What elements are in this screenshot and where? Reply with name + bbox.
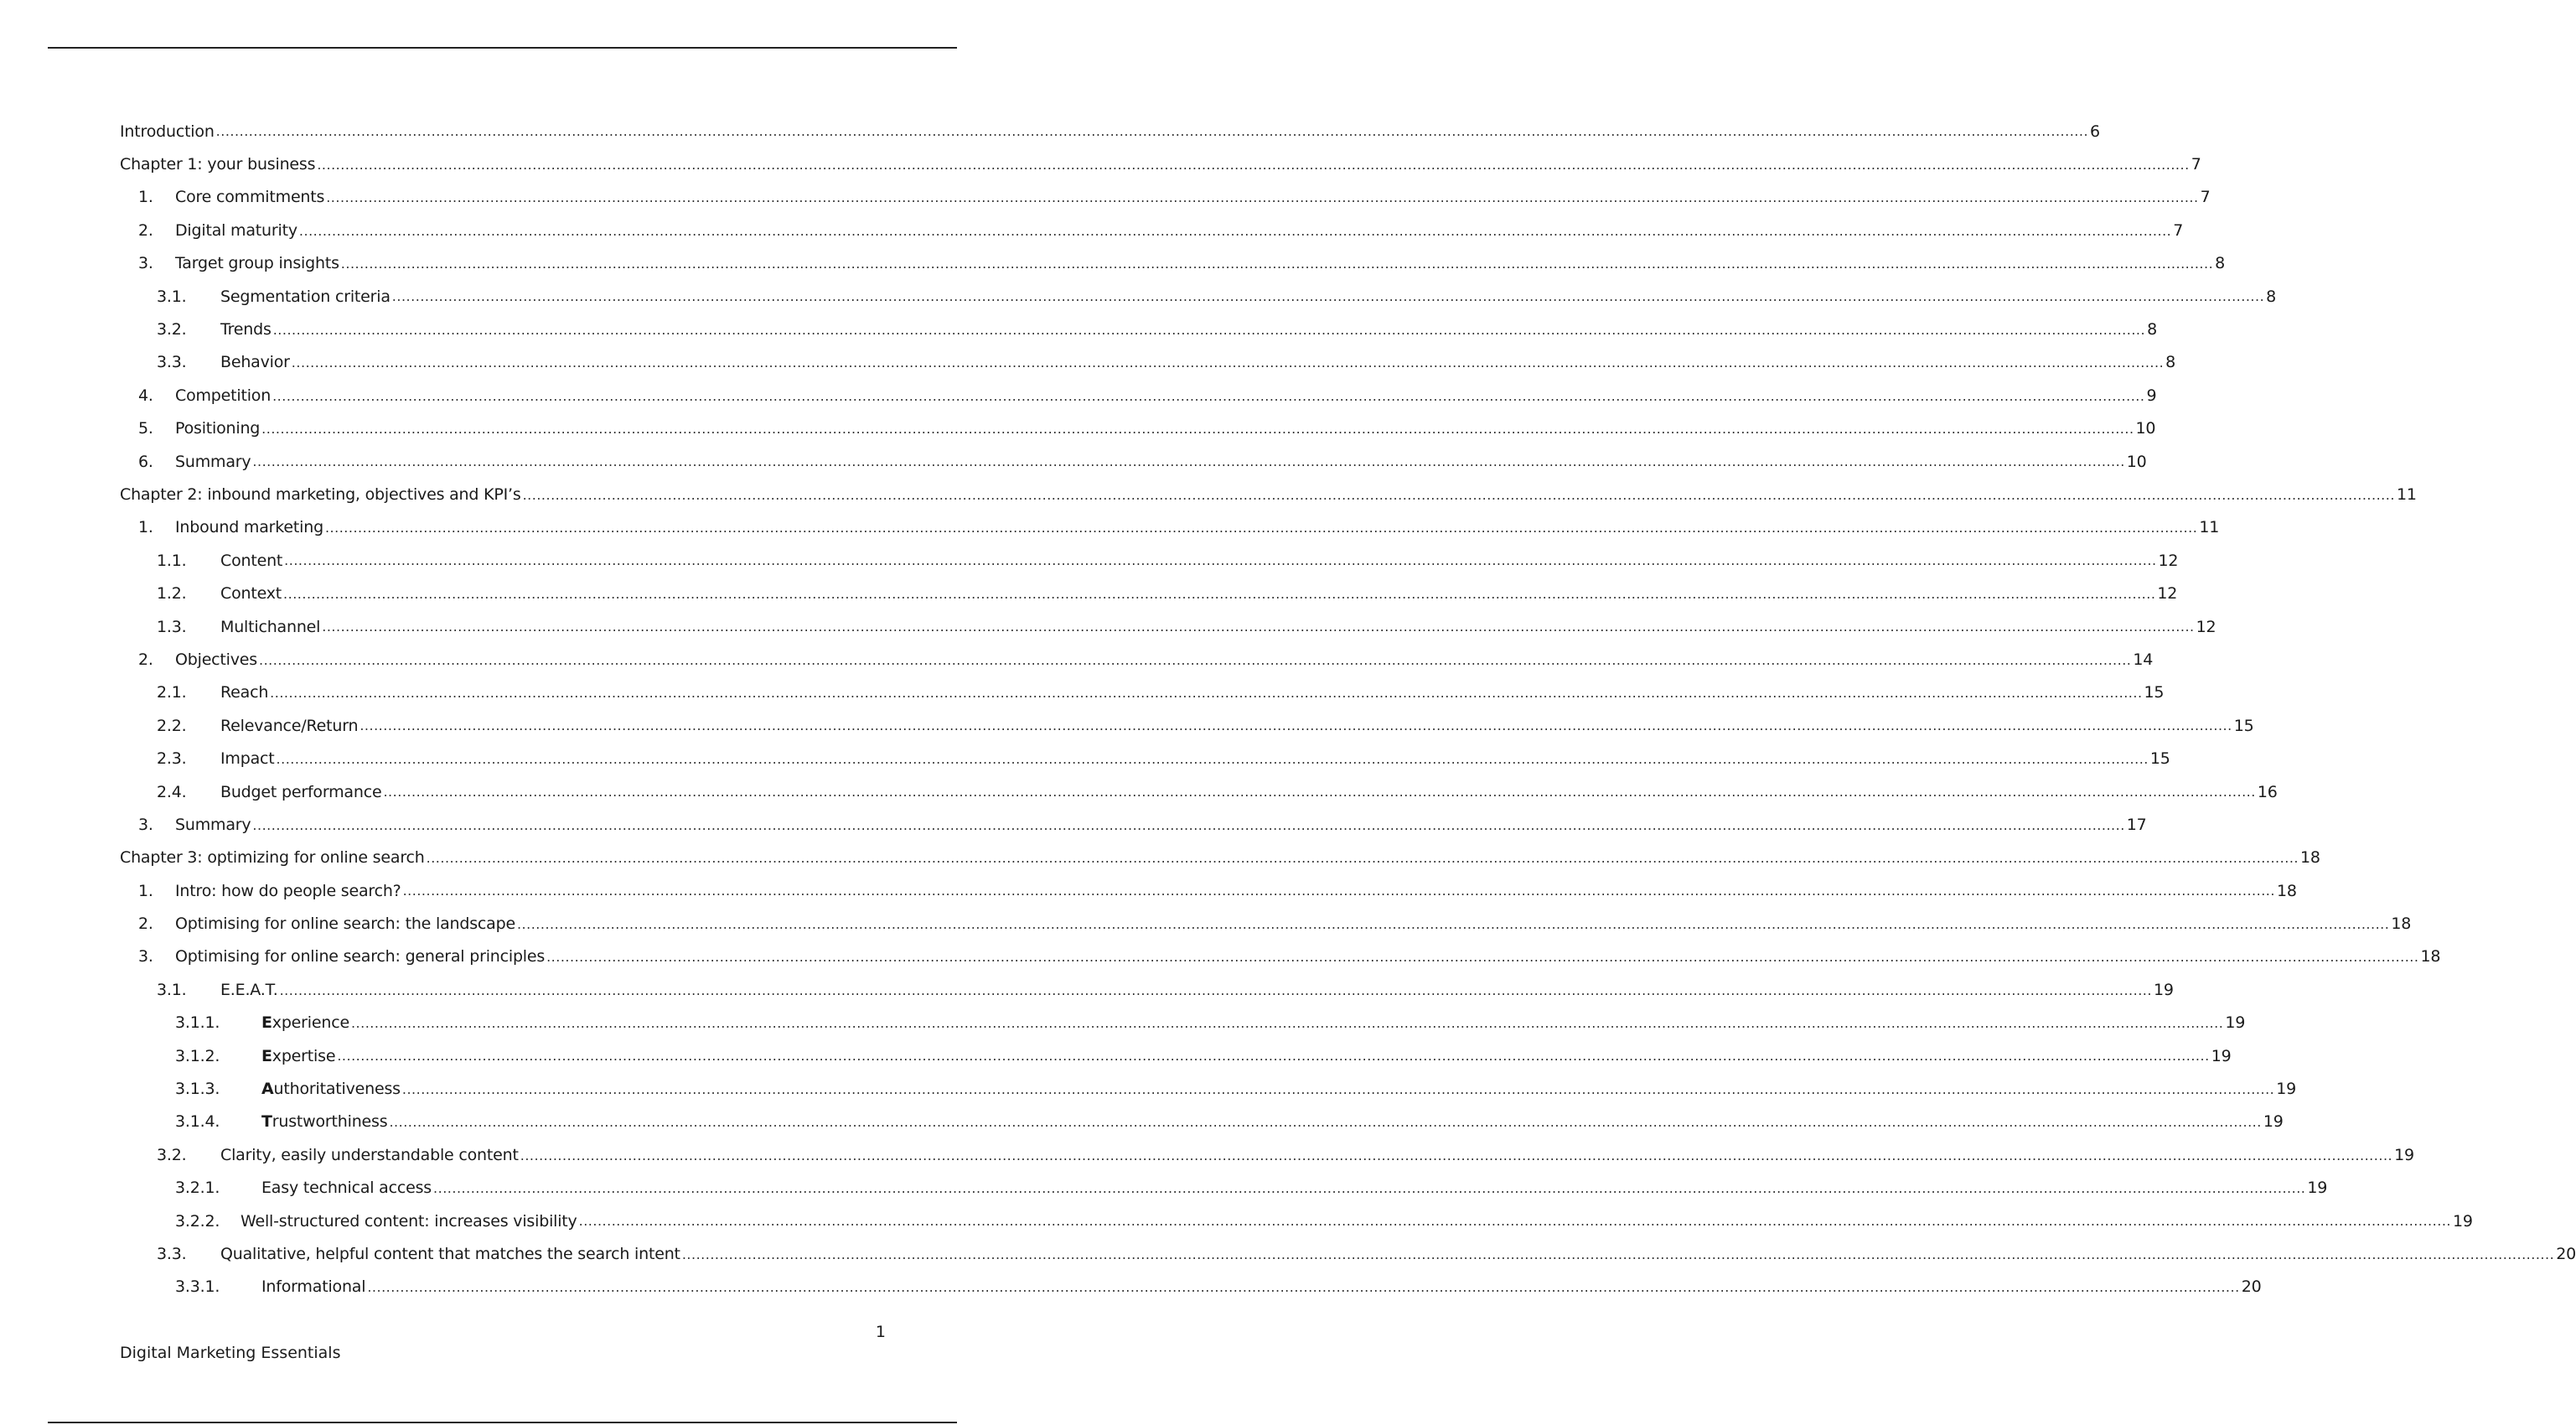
toc-entry-page: 11 — [2396, 484, 2417, 504]
toc-entry[interactable] — [120, 544, 2179, 577]
toc-entry-number: 1.3. — [157, 617, 187, 636]
toc-entry-title: Reach — [220, 683, 269, 702]
toc-entry-title — [261, 1112, 387, 1131]
toc-entry[interactable] — [120, 346, 2176, 379]
toc-entry[interactable] — [120, 214, 2184, 246]
toc-entry[interactable] — [120, 577, 2178, 609]
toc-entry-title: E.E.A.T. — [220, 980, 278, 999]
toc-entry[interactable] — [120, 676, 2165, 709]
toc-dot-leader: ................................................................................................................................................................................................................................................................................................................................................................................................................ — [426, 849, 2299, 866]
toc-entry-page: 14 — [2133, 650, 2154, 669]
toc-dot-leader: ................................................................................................................................................................................................................................................................................................................................................................................................................ — [516, 915, 2390, 932]
toc-dot-leader: ................................................................................................................................................................................................................................................................................................................................................................................................................ — [326, 189, 2199, 206]
toc-entry-page: 8 — [2215, 254, 2226, 273]
toc-entry-title: Informational — [261, 1277, 366, 1297]
toc-entry-number: 2.2. — [157, 716, 187, 735]
toc-entry-number: 1. — [138, 881, 153, 900]
toc-entry-page: 15 — [2144, 683, 2165, 702]
toc-entry-number: 2.4. — [157, 782, 187, 801]
toc-entry-number: 3.3.1. — [175, 1277, 220, 1297]
toc-entry[interactable] — [120, 1237, 2576, 1270]
toc-entry-title: Chapter 2: inbound marketing, objectives and KPI’s — [120, 484, 521, 504]
toc-entry-page: 18 — [2391, 915, 2412, 934]
toc-dot-leader: ................................................................................................................................................................................................................................................................................................................................................................................................................ — [272, 321, 2146, 338]
toc-entry-title: Chapter 1: your business — [120, 155, 316, 174]
toc-dot-leader: ................................................................................................................................................................................................................................................................................................................................................................................................................ — [340, 255, 2214, 272]
toc-entry-page: 19 — [2394, 1145, 2414, 1164]
toc-entry[interactable] — [120, 511, 2220, 544]
toc-entry[interactable] — [120, 842, 2320, 874]
toc-dot-leader: ................................................................................................................................................................................................................................................................................................................................................................................................................ — [522, 486, 2395, 503]
toc-entry-number: 3.2. — [157, 1145, 187, 1164]
toc-entry[interactable] — [120, 973, 2174, 1006]
toc-entry-number: 3.1.3. — [175, 1080, 220, 1099]
toc-entry[interactable] — [120, 1271, 2262, 1303]
toc-dot-leader: ................................................................................................................................................................................................................................................................................................................................................................................................................ — [272, 387, 2145, 404]
toc-entry-page: 7 — [2191, 155, 2201, 174]
toc-entry-title: Context — [220, 584, 282, 604]
toc-dot-leader: ................................................................................................................................................................................................................................................................................................................................................................................................................ — [402, 883, 2275, 899]
toc-entry[interactable] — [120, 874, 2297, 907]
toc-dot-leader: ................................................................................................................................................................................................................................................................................................................................................................................................................ — [337, 1048, 2210, 1065]
toc-entry[interactable] — [120, 742, 2170, 775]
toc-entry-page: 15 — [2149, 749, 2170, 769]
toc-dot-leader: ................................................................................................................................................................................................................................................................................................................................................................................................................ — [261, 420, 2134, 437]
toc-entry-number: 3. — [138, 254, 153, 273]
toc-entry-title: Core commitments — [175, 188, 325, 207]
toc-entry[interactable] — [120, 1138, 2414, 1171]
toc-entry-number: 2.1. — [157, 683, 187, 702]
toc-entry-title: Objectives — [175, 650, 257, 669]
toc-entry-number: 2. — [138, 915, 153, 934]
toc-entry-title: Chapter 3: optimizing for online search — [120, 848, 425, 868]
toc-entry-title-rest: uthoritativeness — [273, 1080, 401, 1099]
toc-entry-title-rest: rustworthiness — [272, 1112, 388, 1132]
toc-dot-leader: ................................................................................................................................................................................................................................................................................................................................................................................................................ — [367, 1279, 2240, 1296]
toc-dot-leader: ................................................................................................................................................................................................................................................................................................................................................................................................................ — [270, 685, 2143, 702]
toc-entry[interactable] — [120, 181, 2211, 214]
toc-entry-number: 3.2.1. — [175, 1179, 220, 1198]
toc-entry-page: 20 — [2241, 1277, 2262, 1297]
toc-entry-title-initial: A — [261, 1080, 274, 1099]
toc-dot-leader: ................................................................................................................................................................................................................................................................................................................................................................................................................ — [681, 1246, 2555, 1262]
toc-entry-page: 20 — [2556, 1244, 2576, 1263]
toc-entry-page: 12 — [2157, 584, 2178, 604]
table-of-contents — [120, 115, 2576, 1303]
toc-entry-title — [261, 1013, 349, 1032]
toc-entry-title: Segmentation criteria — [220, 287, 391, 306]
toc-entry[interactable] — [120, 478, 2417, 510]
header-rule — [48, 47, 957, 49]
toc-entry-title-initial: E — [261, 1013, 272, 1033]
toc-entry-page: 19 — [2263, 1112, 2284, 1132]
toc-entry-number: 3.1.2. — [175, 1046, 220, 1065]
toc-entry-title: Summary — [175, 452, 251, 471]
toc-dot-leader: ................................................................................................................................................................................................................................................................................................................................................................................................................ — [324, 520, 2198, 536]
toc-entry-page: 19 — [2452, 1211, 2473, 1231]
toc-entry[interactable] — [120, 1172, 2328, 1205]
toc-entry[interactable] — [120, 313, 2157, 345]
toc-entry[interactable] — [120, 709, 2254, 742]
toc-dot-leader: ................................................................................................................................................................................................................................................................................................................................................................................................................ — [215, 123, 2089, 140]
toc-entry-page: 10 — [2126, 452, 2147, 471]
toc-entry[interactable] — [120, 1072, 2297, 1105]
toc-dot-leader: ................................................................................................................................................................................................................................................................................................................................................................................................................ — [252, 453, 2125, 470]
toc-entry-page: 6 — [2090, 122, 2100, 141]
toc-entry-page: 10 — [2135, 419, 2156, 438]
toc-entry-title: Content — [220, 551, 283, 570]
toc-entry[interactable] — [120, 115, 2100, 148]
toc-entry-page: 12 — [2158, 551, 2179, 570]
toc-dot-leader: ................................................................................................................................................................................................................................................................................................................................................................................................................ — [578, 1213, 2451, 1230]
toc-entry-title: Easy technical access — [261, 1179, 432, 1198]
toc-entry[interactable] — [120, 445, 2147, 478]
toc-dot-leader: ................................................................................................................................................................................................................................................................................................................................................................................................................ — [401, 1080, 2275, 1097]
toc-entry-number: 3. — [138, 947, 153, 966]
toc-entry[interactable] — [120, 412, 2156, 445]
toc-entry-page: 8 — [2165, 353, 2176, 372]
toc-entry-page: 17 — [2126, 815, 2147, 834]
toc-entry-title: Qualitative, helpful content that matches the search intent — [220, 1244, 680, 1263]
toc-entry-title: Behavior — [220, 353, 290, 372]
toc-entry-title: Competition — [175, 386, 272, 405]
toc-entry-title: Impact — [220, 749, 275, 769]
toc-entry-title — [261, 1047, 335, 1065]
toc-entry-title-rest: xperience — [272, 1013, 349, 1033]
toc-entry-title: Digital maturity — [175, 220, 297, 240]
toc-dot-leader: ................................................................................................................................................................................................................................................................................................................................................................................................................ — [317, 156, 2190, 173]
toc-dot-leader: ................................................................................................................................................................................................................................................................................................................................................................................................................ — [322, 619, 2195, 635]
toc-dot-leader: ................................................................................................................................................................................................................................................................................................................................................................................................................ — [389, 1114, 2262, 1131]
toc-dot-leader: ................................................................................................................................................................................................................................................................................................................................................................................................................ — [433, 1179, 2306, 1196]
toc-entry-page: 7 — [2173, 220, 2184, 240]
toc-entry[interactable] — [120, 1007, 2246, 1039]
toc-entry-title: Positioning — [175, 419, 261, 438]
toc-entry-number: 1.1. — [157, 551, 187, 570]
toc-entry-number: 3. — [138, 815, 153, 834]
toc-dot-leader: ................................................................................................................................................................................................................................................................................................................................................................................................................ — [252, 816, 2125, 833]
toc-entry-page: 18 — [2276, 881, 2297, 900]
toc-dot-leader: ................................................................................................................................................................................................................................................................................................................................................................................................................ — [279, 982, 2152, 998]
toc-entry-title-initial: T — [261, 1112, 272, 1132]
toc-entry-title: Intro: how do people search? — [175, 881, 401, 900]
toc-entry[interactable] — [120, 775, 2278, 808]
toc-entry-title: Optimising for online search: the landscape — [175, 915, 515, 934]
toc-entry-title: Budget performance — [220, 782, 382, 801]
toc-dot-leader: ................................................................................................................................................................................................................................................................................................................................................................................................................ — [283, 585, 2156, 602]
toc-entry-page: 8 — [2147, 320, 2157, 339]
toc-entry-page: 7 — [2200, 188, 2211, 207]
toc-entry-number: 2. — [138, 220, 153, 240]
toc-entry-number: 3.1. — [157, 980, 187, 999]
toc-entry-title — [261, 1080, 401, 1098]
toc-entry-page: 19 — [2307, 1179, 2328, 1198]
toc-entry[interactable] — [120, 148, 2201, 180]
toc-entry-number: 2. — [138, 650, 153, 669]
toc-entry-title: Clarity, easily understandable content — [220, 1145, 519, 1164]
toc-entry-title-initial: E — [261, 1046, 272, 1065]
toc-entry-page: 9 — [2146, 386, 2157, 405]
toc-entry-title: Trends — [220, 320, 272, 339]
toc-entry-title: Introduction — [120, 122, 215, 141]
toc-entry-title: Multichannel — [220, 617, 321, 636]
toc-entry-number: 3.1.1. — [175, 1013, 220, 1033]
toc-entry[interactable] — [120, 1106, 2284, 1138]
toc-dot-leader: ................................................................................................................................................................................................................................................................................................................................................................................................................ — [298, 222, 2172, 239]
toc-entry[interactable] — [120, 643, 2154, 676]
toc-entry-number: 3.1.4. — [175, 1112, 220, 1132]
toc-entry-number: 1. — [138, 188, 153, 207]
toc-entry-number: 1.2. — [157, 584, 187, 604]
toc-dot-leader: ................................................................................................................................................................................................................................................................................................................................................................................................................ — [360, 718, 2232, 734]
toc-entry-number: 3.3. — [157, 1244, 187, 1263]
toc-entry-number: 3.2.2. — [175, 1211, 220, 1231]
toc-entry-number: 2.3. — [157, 749, 187, 769]
toc-entry-page: 19 — [2225, 1013, 2246, 1033]
footer-rule — [48, 1422, 957, 1423]
toc-entry-page: 16 — [2257, 782, 2278, 801]
toc-entry-title: Relevance/Return — [220, 716, 359, 735]
toc-entry-title: Target group insights — [175, 254, 339, 273]
toc-dot-leader: ................................................................................................................................................................................................................................................................................................................................................................................................................ — [520, 1147, 2393, 1163]
toc-entry-title-rest: xpertise — [272, 1046, 336, 1065]
toc-entry-page: 11 — [2199, 518, 2220, 537]
toc-entry[interactable] — [120, 808, 2147, 841]
toc-entry-title: Optimising for online search: general principles — [175, 947, 546, 966]
toc-dot-leader: ................................................................................................................................................................................................................................................................................................................................................................................................................ — [284, 552, 2157, 569]
footer-document-title: Digital Marketing Essentials — [120, 1344, 341, 1362]
toc-dot-leader: ................................................................................................................................................................................................................................................................................................................................................................................................................ — [546, 949, 2419, 966]
toc-entry-title: Summary — [175, 815, 251, 834]
toc-dot-leader: ................................................................................................................................................................................................................................................................................................................................................................................................................ — [391, 288, 2265, 305]
toc-entry[interactable] — [120, 280, 2277, 313]
toc-entry-page: 19 — [2211, 1046, 2232, 1065]
toc-entry-number: 3.2. — [157, 320, 187, 339]
toc-entry[interactable] — [120, 1039, 2232, 1072]
toc-entry-number: 3.3. — [157, 353, 187, 372]
toc-entry-number: 4. — [138, 386, 153, 405]
toc-dot-leader: ................................................................................................................................................................................................................................................................................................................................................................................................................ — [259, 651, 2132, 668]
page-number: 1 — [875, 1323, 886, 1341]
toc-entry[interactable] — [120, 247, 2226, 280]
toc-entry-title: Well-structured content: increases visibility — [241, 1211, 577, 1231]
toc-entry-number: 5. — [138, 419, 153, 438]
toc-entry-page: 15 — [2233, 716, 2254, 735]
toc-dot-leader: ................................................................................................................................................................................................................................................................................................................................................................................................................ — [350, 1014, 2224, 1031]
toc-entry-page: 8 — [2266, 287, 2277, 306]
toc-entry-title: Inbound marketing — [175, 518, 323, 537]
toc-entry[interactable] — [120, 610, 2216, 643]
toc-entry-number: 1. — [138, 518, 153, 537]
toc-entry-page: 12 — [2196, 617, 2216, 636]
toc-dot-leader: ................................................................................................................................................................................................................................................................................................................................................................................................................ — [383, 784, 2256, 801]
toc-entry-number: 6. — [138, 452, 153, 471]
toc-entry[interactable] — [120, 940, 2441, 973]
toc-entry[interactable] — [120, 379, 2157, 412]
toc-entry-page: 19 — [2276, 1080, 2297, 1099]
toc-entry[interactable] — [120, 1205, 2473, 1237]
toc-entry-page: 19 — [2153, 980, 2174, 999]
toc-entry-page: 18 — [2299, 848, 2320, 868]
toc-entry-page: 18 — [2420, 947, 2441, 966]
toc-entry-number: 3.1. — [157, 287, 187, 306]
toc-dot-leader: ................................................................................................................................................................................................................................................................................................................................................................................................................ — [276, 750, 2149, 767]
toc-dot-leader: ................................................................................................................................................................................................................................................................................................................................................................................................................ — [291, 355, 2165, 371]
toc-entry[interactable] — [120, 907, 2412, 940]
